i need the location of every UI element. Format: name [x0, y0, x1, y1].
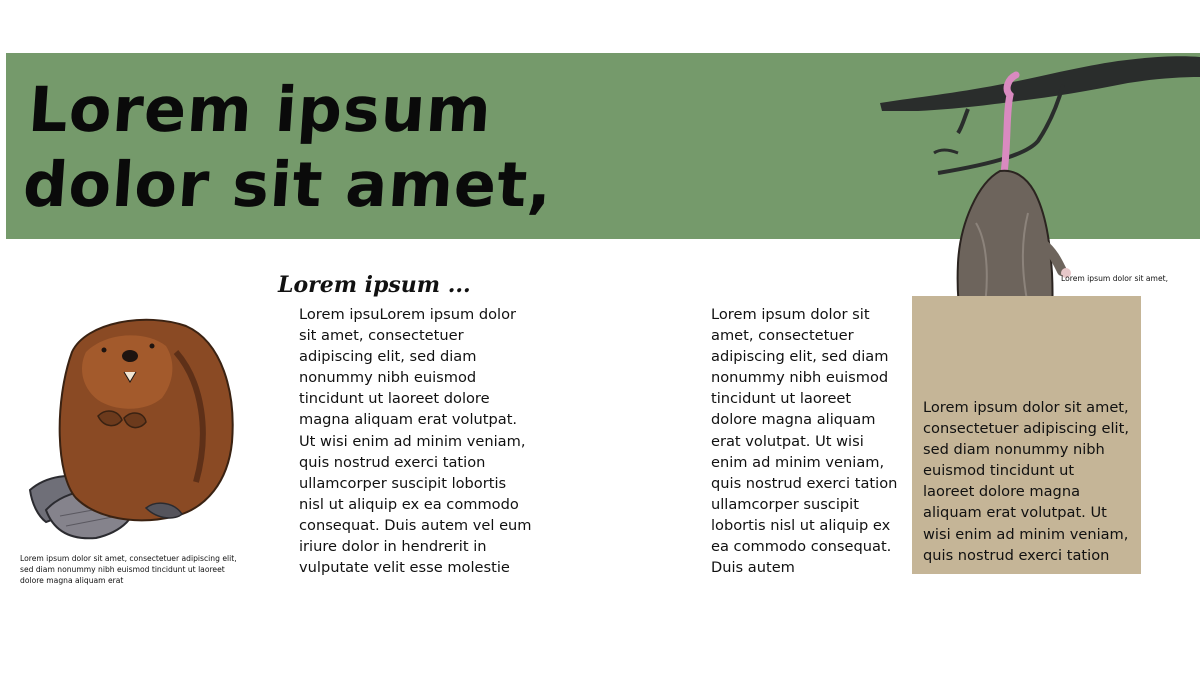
section-subheading: Lorem ipsum ...	[278, 272, 471, 298]
beaver-caption	[20, 553, 260, 586]
text-line: erat volutpat. Ut wisi	[711, 432, 864, 450]
possum-caption: Lorem ipsum dolor sit amet,	[1061, 274, 1169, 283]
text-line: enim ad minim veniam,	[711, 453, 885, 471]
text-line: tincidunt ut laoreet	[711, 390, 852, 408]
text-line: quis nostrud exerci tation	[923, 546, 1110, 564]
text-line: lobortis nisl ut aliquip ex	[711, 516, 891, 534]
text-line: tincidunt ut laoreet dolore	[299, 390, 490, 408]
text-line: laoreet dolore magna	[923, 483, 1081, 501]
text-line: Lorem ipsum dolor sit	[711, 306, 870, 323]
caption-line: dolore magna aliquam erat	[20, 576, 124, 585]
text-line: sed diam nonummy nibh	[923, 441, 1105, 459]
text-line: Lorem ipsum dolor sit amet,	[923, 399, 1129, 416]
text-line: magna aliquam erat volutpat.	[299, 411, 518, 429]
text-line: Lorem ipsuLorem ipsum dolor	[299, 306, 517, 323]
text-line: nonummy nibh euismod	[711, 369, 889, 387]
text-line: wisi enim ad minim veniam,	[923, 525, 1129, 543]
text-line: nisl ut aliquip ex ea commodo	[299, 495, 519, 513]
text-line: iriure dolor in hendrerit in	[299, 538, 487, 556]
text-line: aliquam erat volutpat. Ut	[923, 504, 1107, 522]
caption-line: sed diam nonummy nibh euismod tincidunt ut laoreet	[20, 565, 225, 574]
body-column-1	[299, 304, 539, 578]
text-line: consectetuer adipiscing elit,	[923, 420, 1129, 438]
text-line: ea commodo consequat.	[711, 538, 892, 556]
text-line: vulputate velit esse molestie	[299, 559, 510, 577]
text-line: adipiscing elit, sed diam	[299, 348, 477, 366]
title-line-1: Lorem ipsum	[26, 73, 495, 146]
text-line: Duis autem	[711, 559, 795, 577]
text-line: consequat. Duis autem vel eum	[299, 516, 532, 534]
beaver-illustration	[26, 312, 241, 542]
text-line: adipiscing elit, sed diam	[711, 348, 889, 366]
text-line: quis nostrud exerci tation	[711, 474, 898, 492]
text-line: ullamcorper suscipit lobortis	[299, 474, 507, 492]
sidebar-box-text	[923, 397, 1137, 566]
text-line: sit amet, consectetuer	[299, 327, 464, 345]
text-line: ullamcorper suscipit	[711, 495, 859, 513]
branch	[880, 56, 1200, 111]
text-line: Ut wisi enim ad minim veniam,	[299, 432, 526, 450]
page-title	[21, 72, 561, 222]
caption-line: Lorem ipsum dolor sit amet, consectetuer adipiscing elit,	[20, 554, 237, 563]
text-line: dolore magna aliquam	[711, 411, 876, 429]
text-line: euismod tincidunt ut	[923, 462, 1075, 480]
text-line: quis nostrud exerci tation	[299, 453, 486, 471]
title-line-2: dolor sit amet,	[20, 148, 555, 221]
text-line: amet, consectetuer	[711, 327, 854, 345]
body-column-2	[711, 304, 906, 578]
text-line: nonummy nibh euismod	[299, 369, 477, 387]
